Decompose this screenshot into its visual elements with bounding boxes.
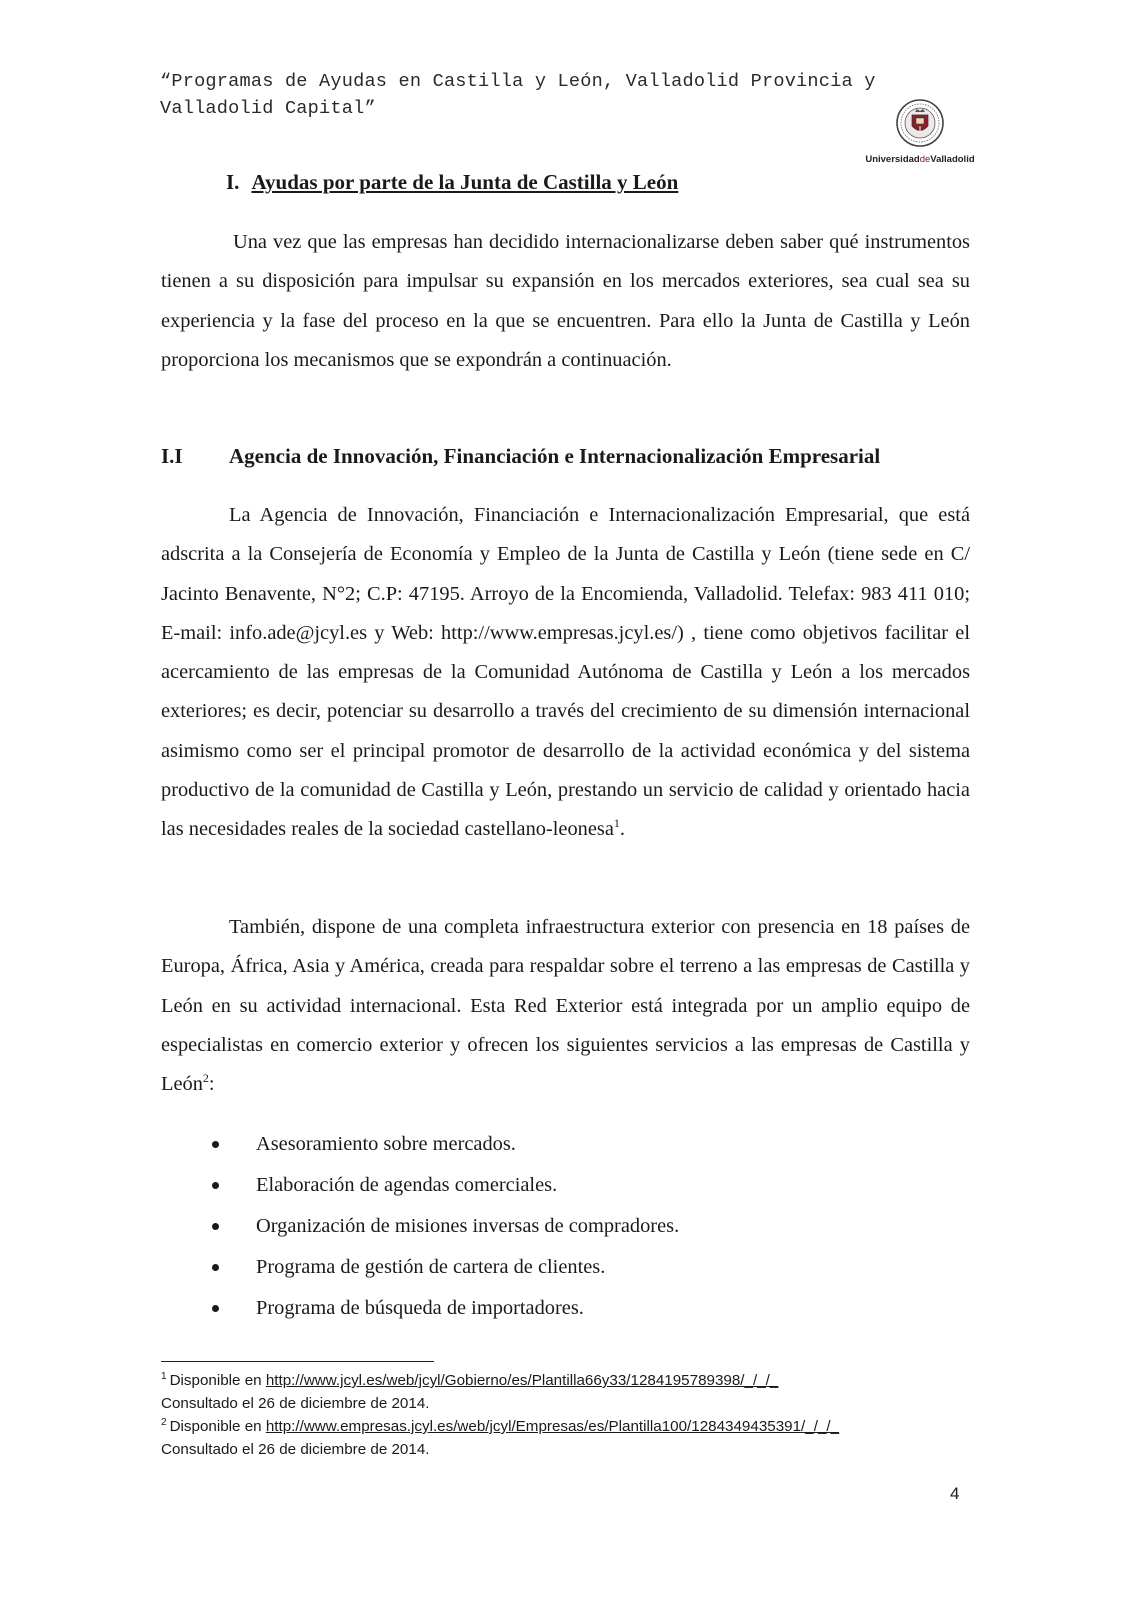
- university-seal-icon: [895, 98, 945, 148]
- logo-word-valladolid: Valladolid: [930, 154, 975, 165]
- bullet-icon: [212, 1223, 219, 1230]
- footnote-number: 2: [161, 1417, 167, 1428]
- logo-word-universidad: Universidad: [865, 154, 920, 165]
- footnote-number: 1: [161, 1371, 167, 1382]
- subsection-number: I.I: [161, 444, 183, 468]
- list-item-text: Programa de gestión de cartera de clientes.: [256, 1256, 606, 1278]
- list-item: [212, 1206, 679, 1247]
- infrastructure-paragraph: [161, 908, 970, 1104]
- services-list: [212, 1124, 679, 1329]
- logo-wordmark: [858, 154, 982, 165]
- subsection-title: Agencia de Innovación, Financiación e Internacionalización Empresarial: [229, 444, 881, 468]
- agency-description-paragraph: [161, 496, 970, 850]
- footnote-divider: [161, 1361, 434, 1362]
- list-item-text: Organización de misiones inversas de compradores.: [256, 1215, 680, 1237]
- bullet-icon: [212, 1182, 219, 1189]
- list-item: [212, 1288, 679, 1329]
- paragraph-end: .: [619, 818, 626, 841]
- header-title: “Programas de Ayudas en Castilla y León, Valladolid Provincia y Valladolid Capital”: [160, 71, 876, 119]
- section-title: Ayudas por parte de la Junta de Castilla y León: [251, 170, 679, 194]
- footnotes: [161, 1369, 981, 1461]
- bullet-icon: [212, 1305, 219, 1312]
- section-heading-1: [226, 170, 678, 195]
- page-number: 4: [950, 1484, 960, 1503]
- footnote-1: [161, 1369, 981, 1392]
- section-intro-paragraph: Una vez que las empresas han decidido internacionalizarse deben saber qué instrumentos tienen a su disposición para impulsar su expansión en los mercados exteriores, sea cual sea su experiencia y la fase del proceso en la que se encuentren. Para ello la Junta de Castilla y León proporciona los mecanismos que se expondrán a continuación.: [161, 231, 970, 371]
- section-number: I.: [226, 170, 240, 194]
- list-item: [212, 1247, 679, 1288]
- footnote-2-consulted: Consultado el 26 de diciembre de 2014.: [161, 1441, 430, 1458]
- footnote-prefix: Disponible en: [169, 1372, 262, 1389]
- subsection-heading: [161, 444, 970, 469]
- university-logo: [858, 98, 982, 165]
- bullet-icon: [212, 1264, 219, 1271]
- footnote-ref-2[interactable]: 2: [202, 1071, 209, 1086]
- logo-word-de: de: [919, 154, 931, 165]
- footnote-2: [161, 1415, 981, 1438]
- footnote-link[interactable]: http://www.empresas.jcyl.es/web/jcyl/Empresas/es/Plantilla100/1284349435391/_/_/_: [265, 1418, 840, 1435]
- list-item: [212, 1124, 679, 1165]
- list-item: [212, 1165, 679, 1206]
- footnote-1-consulted: Consultado el 26 de diciembre de 2014.: [161, 1395, 430, 1412]
- paragraph-text: También, dispone de una completa infraestructura exterior con presencia en 18 países de Europa, África, Asia y América, creada para respaldar sobre el terreno a las empresas de Castilla y León en su actividad internacional. Esta Red Exterior está integrada por un amplio equipo de especialistas en comercio exterior y ofrecen los siguientes servicios a las empresas de Castilla y León: [161, 916, 970, 1096]
- list-item-text: Elaboración de agendas comerciales.: [256, 1174, 558, 1196]
- paragraph-text: La Agencia de Innovación, Financiación e Internacionalización Empresarial, que está adscrita a la Consejería de Economía y Empleo de la Junta de Castilla y León (tiene sede en C/ Jacinto Benavente, N°2; C.P: 47195. Arroyo de la Encomienda, Valladolid. Telefax: 983 411 010; E-mail: info.ade@jcyl.es y Web: http://www.empresas.jcyl.es/) , tiene como objetivos facilitar el acercamiento de las empresas de la Comunidad Autónoma de Castilla y León a los mercados exteriores; es decir, potenciar su desarrollo a través del crecimiento de su dimensión internacional asimismo como ser el principal promotor de desarrollo de la actividad económica y del sistema productivo de la comunidad de Castilla y León, prestando un servicio de calidad y orientado hacia las necesidades reales de la sociedad castellano-leonesa: [161, 504, 970, 841]
- bullet-icon: [212, 1141, 219, 1148]
- list-item-text: Asesoramiento sobre mercados.: [256, 1133, 516, 1155]
- list-item-text: Programa de búsqueda de importadores.: [256, 1297, 584, 1319]
- footnote-prefix: Disponible en: [169, 1418, 262, 1435]
- paragraph-end: :: [208, 1073, 215, 1096]
- footnote-link[interactable]: http://www.jcyl.es/web/jcyl/Gobierno/es/Plantilla66y33/1284195789398/_/_/_: [265, 1372, 779, 1389]
- footnote-ref-1[interactable]: 1: [613, 816, 620, 831]
